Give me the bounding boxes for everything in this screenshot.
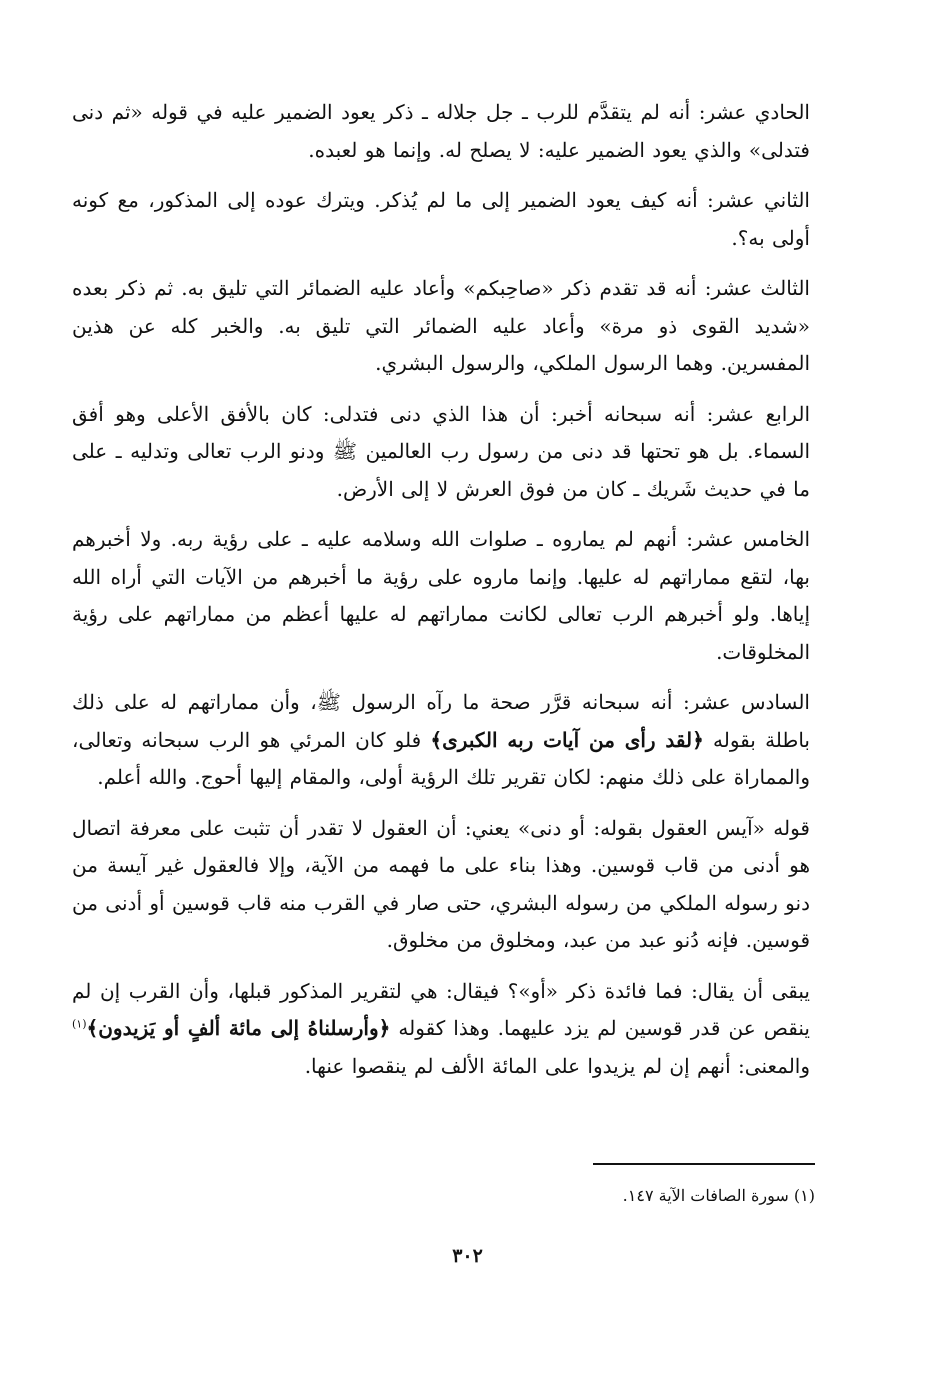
paragraph-text: يبقى أن يقال: فما فائدة ذكر «أو»؟ فيقال: هي لتقرير المذكور قبلها، وأن القرب إن لم ينقص عن قدر قوسين لم يزد عليهما. وهذا كقوله (72, 978, 810, 1040)
paragraph-text: الثالث عشر: أنه قد تقدم ذكر «صاحِبكم» وأعاد عليه الضمائر التي تليق به. ثم ذكر بعده «شديد القوى ذو مرة» وأعاد عليه الضمائر التي تليق به. والخبر كله عن هذين المفسرين. وهما الرسول الملكي، والرسول البشري. (72, 276, 810, 375)
quran-verse: ﴿لقد رأى من آيات ربه الكبرى﴾ (430, 727, 704, 752)
paragraph-text: فلو كان المرئي هو الرب سبحانه وتعالى، والمماراة على ذلك منهم: لكان تقرير تلك الرؤية أولى، والمقام إليها أحوج. والله أعلم. (72, 727, 810, 789)
paragraph-text: السادس عشر: أنه سبحانه قرَّر صحة ما رآه الرسول ﷺ، وأن مماراتهم له على ذلك باطلة بقوله (72, 690, 810, 752)
footnote-divider (593, 1163, 815, 1165)
footnote-marker: (١) (72, 1017, 87, 1031)
paragraph (72, 94, 810, 169)
quran-verse: ﴿وأرسلناهُ إلى مائة ألفٍ أو يَزيدون﴾ (86, 1016, 391, 1040)
paragraph (72, 684, 810, 797)
paragraph-text: الثاني عشر: أنه كيف يعود الضمير إلى ما لم يُذكر. ويترك عوده إلى المذكور، مع كونه أولى به؟. (72, 188, 810, 250)
footnote: (١) سورة الصافات الآية ١٤٧. (622, 1186, 815, 1205)
paragraph-text: قوله «آيس العقول بقوله: أو دنى» يعني: أن العقول لا تقدر أن تثبت على معرفة اتصال هو أدنى من قاب قوسين. وهذا بناء على ما فهمه من الآية، وإلا فالعقول غير آيسة من دنو رسوله الملكي من رسوله البشري، حتى صار في القرب منه قاب قوسين أو أدنى من قوسين. فإنه دُنو عبد من عبد، ومخلوق من مخلوق. (72, 815, 810, 952)
paragraph-text: الخامس عشر: أنهم لم يماروه ـ صلوات الله وسلامه عليه ـ على رؤية ربه. ولا أخبرهم بها، لتقع مماراتهم له عليها. وإنما ماروه على رؤية ما أخبرهم من الآيات التي أراه الله إياها. ولو أخبرهم الرب تعالى لكانت مماراتهم له عليها أعظم من مماراتهم على رؤية المخلوقات. (72, 527, 810, 664)
paragraph (72, 396, 810, 509)
paragraph (72, 270, 810, 383)
paragraph-text: والمعنى: أنهم إن لم يزيدوا على المائة الألف لم ينقصوا عنها. (304, 1053, 810, 1078)
paragraph (72, 810, 810, 960)
paragraph-text: الرابع عشر: أنه سبحانه أخبر: أن هذا الذي دنى فتدلى: كان بالأفق الأعلى وهو أفق السماء. بل هو تحتها قد دنى من رسول رب العالمين ﷺ ودنو الرب تعالى وتدليه ـ على ما في حديث شَريك ـ كان من فوق العرش لا إلى الأرض. (72, 401, 810, 501)
paragraph (72, 973, 810, 1086)
main-text (72, 94, 810, 1098)
page-number: ٣٠٢ (452, 1245, 483, 1267)
paragraph-text: الحادي عشر: أنه لم يتقدَّم للرب ـ جل جلاله ـ ذكر يعود الضمير عليه في قوله «ثم دنى فتدلى» والذي يعود الضمير عليه: لا يصلح له. وإنما هو لعبده. (72, 100, 810, 162)
paragraph (72, 182, 810, 257)
paragraph (72, 521, 810, 671)
